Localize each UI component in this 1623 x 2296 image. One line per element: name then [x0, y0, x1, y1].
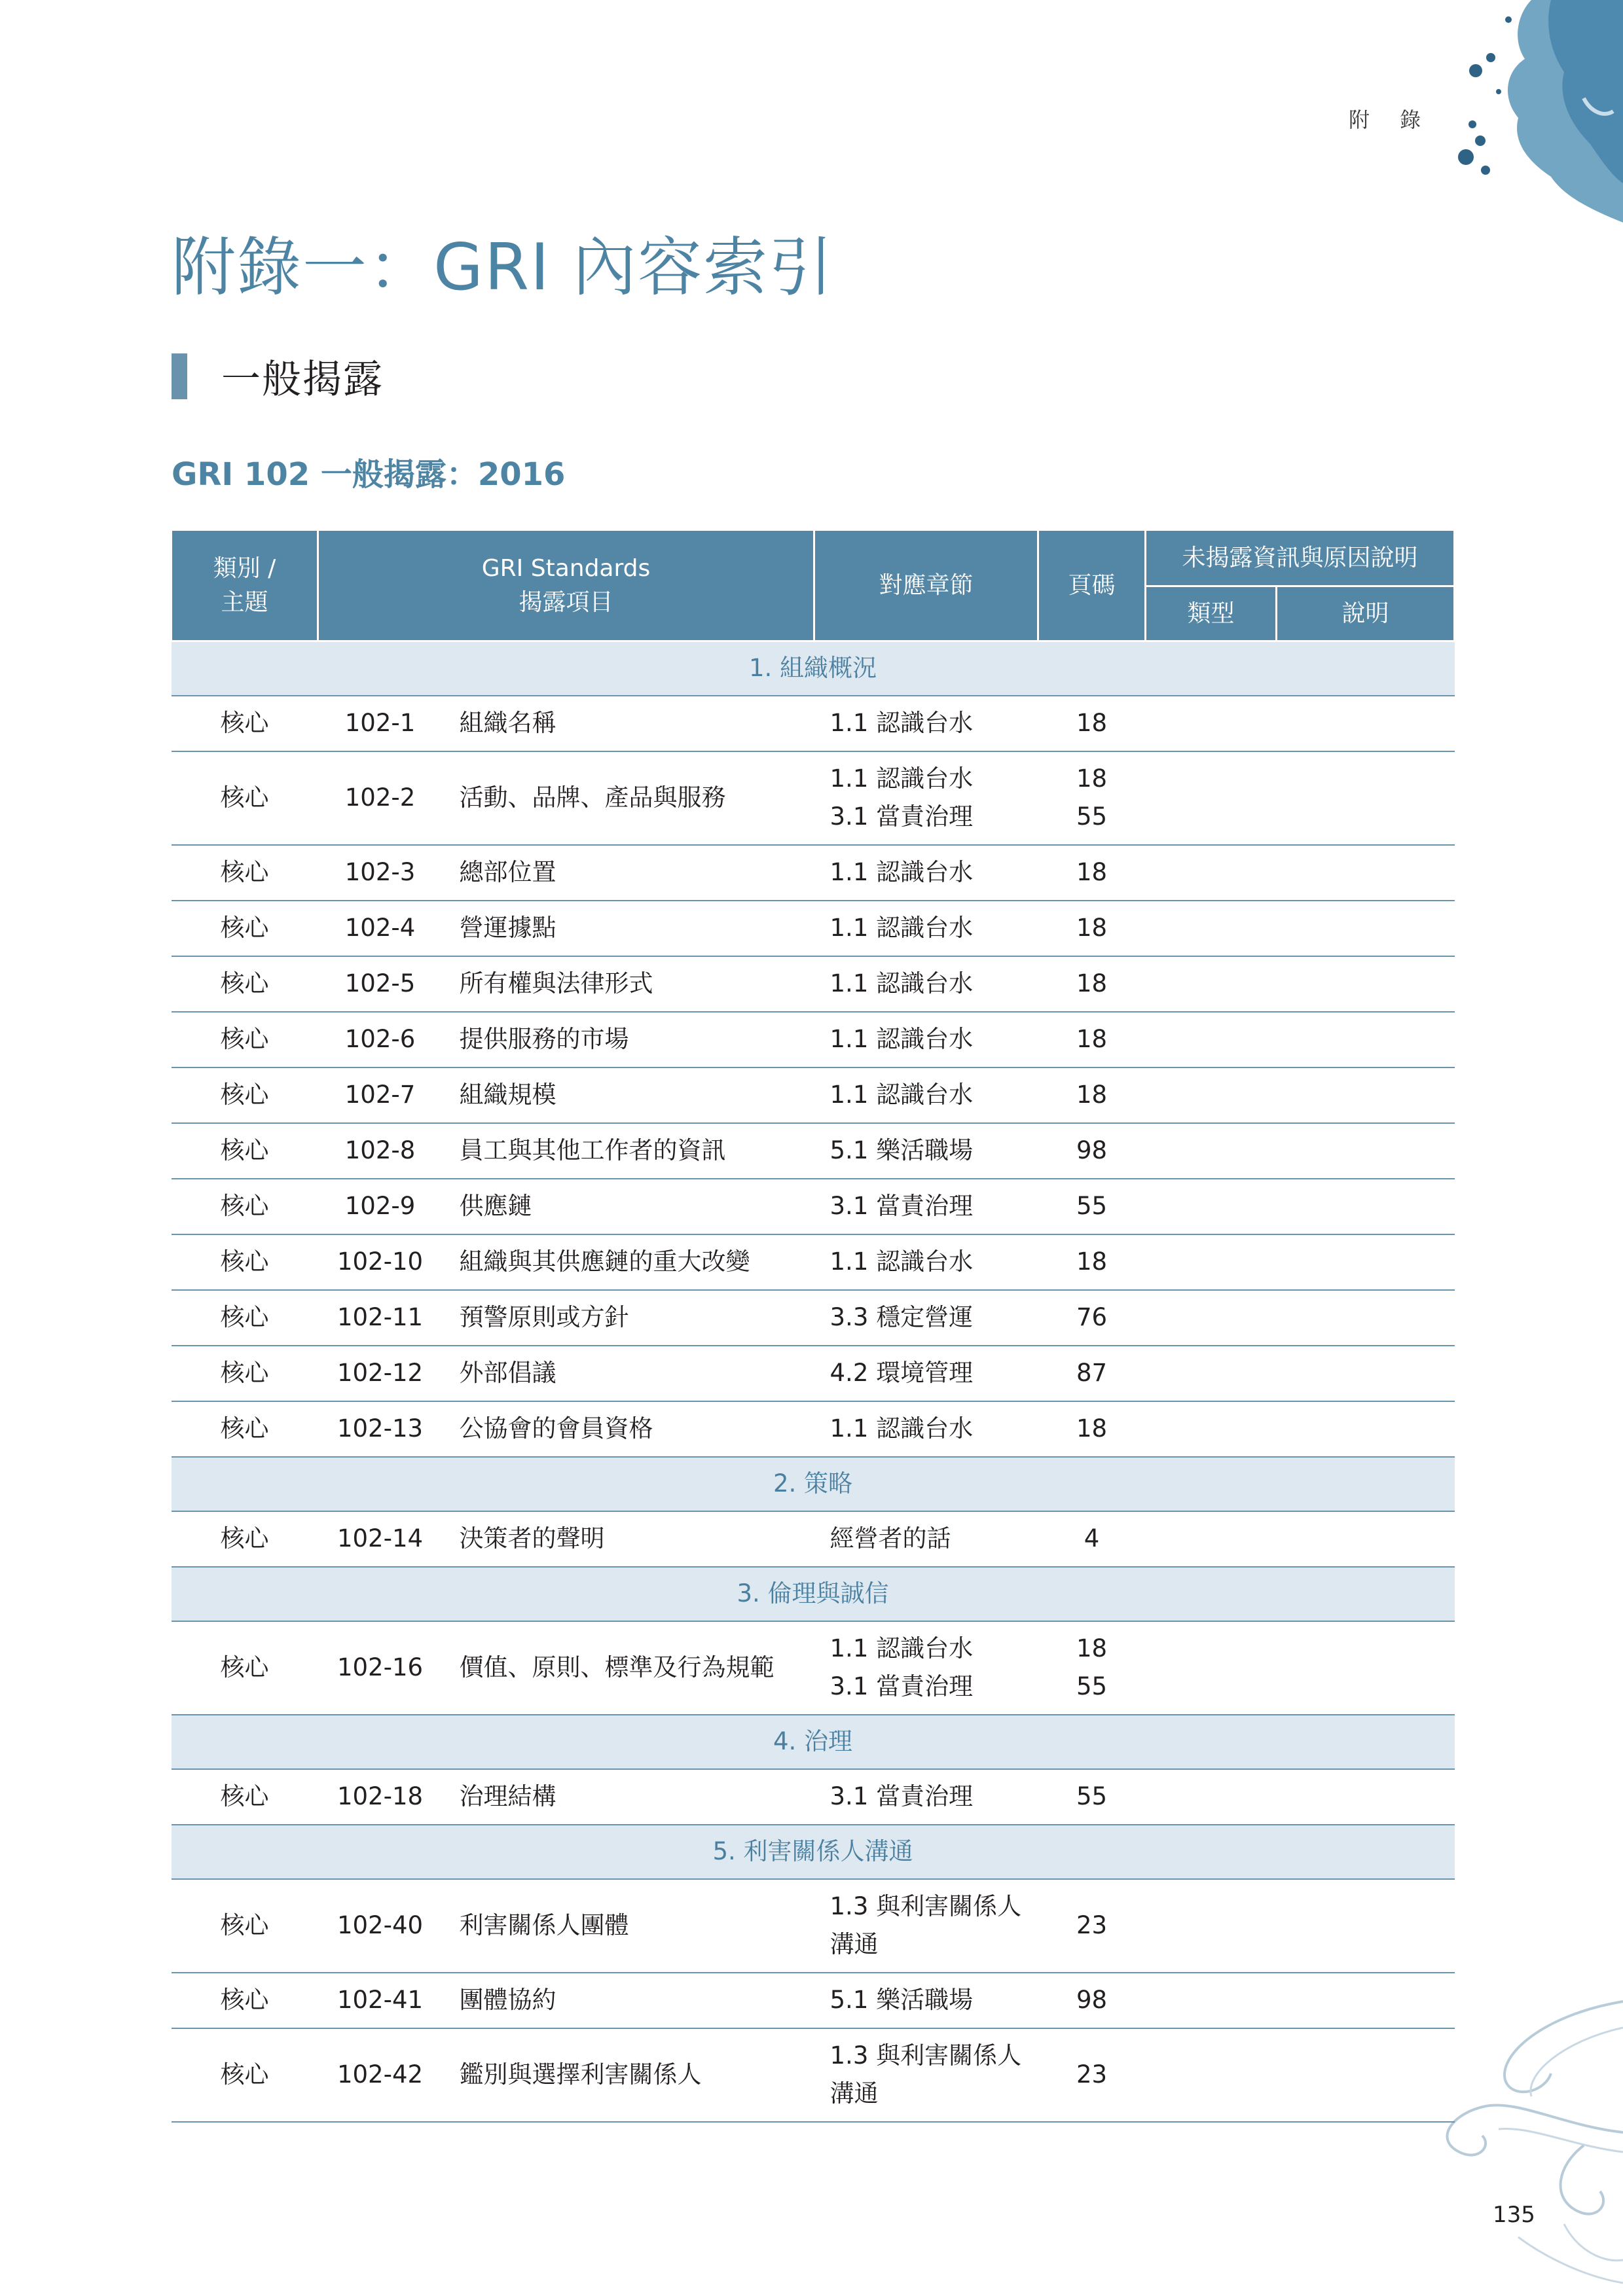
- chapter-line: 1.1 認識台水: [830, 764, 974, 793]
- category-cell: 核心: [172, 2028, 318, 2122]
- category-cell: 核心: [172, 1012, 318, 1067]
- omission-desc-cell: [1277, 1290, 1455, 1346]
- page-cell: [1038, 1973, 1146, 2028]
- chapter-line: 1.3 與利害關係人: [830, 1892, 1022, 1920]
- page-line: 18: [1076, 1634, 1108, 1662]
- category-cell: 核心: [172, 1769, 318, 1825]
- page-line: 55: [1076, 1192, 1108, 1220]
- category-title: 1. 組織概況: [172, 641, 1455, 696]
- omission-type-cell: [1146, 1179, 1277, 1234]
- chapter-cell: [814, 1973, 1038, 2028]
- page-line: 18: [1076, 1247, 1108, 1276]
- disclosure-name-cell: 員工與其他工作者的資訊: [443, 1123, 814, 1179]
- omission-desc-cell: [1277, 956, 1455, 1012]
- chapter-line: 3.1 當責治理: [830, 1672, 974, 1700]
- disclosure-name-cell: 團體協約: [443, 1973, 814, 2028]
- table-row: [172, 751, 1455, 845]
- chapter-cell: [814, 1879, 1038, 1973]
- chapter-cell: [814, 1234, 1038, 1290]
- page-number: 135: [1493, 2202, 1535, 2228]
- page-line: 18: [1076, 764, 1108, 793]
- chapter-cell: [814, 845, 1038, 901]
- section-bar: [172, 353, 187, 399]
- disclosure-code-cell: 102-14: [318, 1511, 443, 1567]
- omission-type-cell: [1146, 1234, 1277, 1290]
- chapter-cell: [814, 1012, 1038, 1067]
- disclosure-code-cell: 102-42: [318, 2028, 443, 2122]
- disclosure-code-cell: 102-12: [318, 1346, 443, 1401]
- header-standards-text: GRI Standards 揭露項目: [481, 554, 651, 616]
- disclosure-code-cell: 102-3: [318, 845, 443, 901]
- category-row: [172, 1825, 1455, 1879]
- disclosure-code-cell: 102-13: [318, 1401, 443, 1457]
- page-line: 87: [1076, 1359, 1108, 1387]
- disclosure-code-cell: 102-9: [318, 1179, 443, 1234]
- disclosure-name-cell: 組織名稱: [443, 696, 814, 751]
- category-cell: 核心: [172, 1879, 318, 1973]
- chapter-line: 3.1 當責治理: [830, 802, 974, 831]
- chapter-cell: [814, 1511, 1038, 1567]
- page-cell: [1038, 1179, 1146, 1234]
- omission-type-cell: [1146, 1973, 1277, 2028]
- page-cell: [1038, 1769, 1146, 1825]
- disclosure-code-cell: 102-4: [318, 901, 443, 956]
- category-cell: 核心: [172, 1973, 318, 2028]
- gri-content-index-table: [170, 529, 1455, 2123]
- disclosure-name-cell: 外部倡議: [443, 1346, 814, 1401]
- table-row: [172, 2028, 1455, 2122]
- disclosure-name-cell: 決策者的聲明: [443, 1511, 814, 1567]
- chapter-line: 1.1 認識台水: [830, 709, 974, 737]
- omission-type-cell: [1146, 1123, 1277, 1179]
- omission-type-cell: [1146, 1621, 1277, 1715]
- category-cell: 核心: [172, 1621, 318, 1715]
- chapter-cell: [814, 1179, 1038, 1234]
- header-standards: [318, 530, 814, 641]
- category-cell: 核心: [172, 845, 318, 901]
- chapter-line: 1.1 認識台水: [830, 1081, 974, 1109]
- header-omission: 未揭露資訊與原因說明: [1146, 530, 1455, 586]
- page-line: 98: [1076, 1136, 1108, 1164]
- table-row: [172, 1067, 1455, 1123]
- chapter-cell: [814, 1123, 1038, 1179]
- chapter-line: 1.1 認識台水: [830, 1247, 974, 1276]
- chapter-line: 1.1 認識台水: [830, 1634, 974, 1662]
- header-omission-desc: 說明: [1277, 586, 1455, 641]
- table-row: [172, 1012, 1455, 1067]
- category-title: 3. 倫理與誠信: [172, 1567, 1455, 1621]
- page-cell: [1038, 751, 1146, 845]
- page-line: 98: [1076, 1986, 1108, 2014]
- chapter-line: 1.1 認識台水: [830, 1025, 974, 1053]
- disclosure-code-cell: 102-10: [318, 1234, 443, 1290]
- omission-type-cell: [1146, 696, 1277, 751]
- page-line: 23: [1076, 2060, 1108, 2089]
- page-line: 18: [1076, 1414, 1108, 1443]
- disclosure-name-cell: 營運據點: [443, 901, 814, 956]
- omission-type-cell: [1146, 845, 1277, 901]
- header-chapter: 對應章節: [814, 530, 1038, 641]
- header-category: [172, 530, 318, 641]
- omission-type-cell: [1146, 2028, 1277, 2122]
- omission-type-cell: [1146, 1879, 1277, 1973]
- page-cell: [1038, 1621, 1146, 1715]
- omission-desc-cell: [1277, 1621, 1455, 1715]
- table-row: [172, 1511, 1455, 1567]
- page-line: 18: [1076, 709, 1108, 737]
- page-title: 附錄一：GRI 內容索引: [172, 230, 835, 305]
- omission-desc-cell: [1277, 2028, 1455, 2122]
- omission-type-cell: [1146, 1401, 1277, 1457]
- omission-desc-cell: [1277, 1879, 1455, 1973]
- omission-type-cell: [1146, 956, 1277, 1012]
- chapter-line: 溝通: [830, 1930, 879, 1958]
- omission-desc-cell: [1277, 1769, 1455, 1825]
- omission-type-cell: [1146, 1290, 1277, 1346]
- category-cell: 核心: [172, 901, 318, 956]
- disclosure-name-cell: 利害關係人團體: [443, 1879, 814, 1973]
- omission-type-cell: [1146, 751, 1277, 845]
- disclosure-name-cell: 鑑別與選擇利害關係人: [443, 2028, 814, 2122]
- header-omission-type: 類型: [1146, 586, 1277, 641]
- chapter-line: 5.1 樂活職場: [830, 1986, 974, 2014]
- chapter-line: 4.2 環境管理: [830, 1359, 974, 1387]
- disclosure-code-cell: 102-8: [318, 1123, 443, 1179]
- table-row: [172, 1123, 1455, 1179]
- disclosure-name-cell: 活動、品牌、產品與服務: [443, 751, 814, 845]
- page-line: 23: [1076, 1911, 1108, 1939]
- category-row: [172, 1567, 1455, 1621]
- table-row: [172, 696, 1455, 751]
- page-line: 18: [1076, 858, 1108, 886]
- category-cell: 核心: [172, 1123, 318, 1179]
- disclosure-name-cell: 總部位置: [443, 845, 814, 901]
- chapter-cell: [814, 1346, 1038, 1401]
- omission-desc-cell: [1277, 845, 1455, 901]
- watercolor-splash-decoration: [1453, 0, 1623, 236]
- chapter-line: 3.1 當責治理: [830, 1782, 974, 1810]
- chapter-line: 經營者的話: [830, 1524, 951, 1552]
- page-line: 55: [1076, 802, 1108, 831]
- chapter-line: 1.1 認識台水: [830, 1414, 974, 1443]
- disclosure-code-cell: 102-40: [318, 1879, 443, 1973]
- omission-type-cell: [1146, 1346, 1277, 1401]
- category-cell: 核心: [172, 1511, 318, 1567]
- omission-desc-cell: [1277, 1067, 1455, 1123]
- category-cell: 核心: [172, 1346, 318, 1401]
- omission-desc-cell: [1277, 751, 1455, 845]
- category-cell: 核心: [172, 1067, 318, 1123]
- category-title: 2. 策略: [172, 1457, 1455, 1511]
- chapter-line: 1.1 認識台水: [830, 914, 974, 942]
- omission-desc-cell: [1277, 1346, 1455, 1401]
- omission-desc-cell: [1277, 1511, 1455, 1567]
- page-line: 76: [1076, 1303, 1108, 1331]
- disclosure-code-cell: 102-6: [318, 1012, 443, 1067]
- table-row: [172, 956, 1455, 1012]
- category-cell: 核心: [172, 1401, 318, 1457]
- omission-desc-cell: [1277, 1973, 1455, 2028]
- page-line: 18: [1076, 969, 1108, 997]
- page-line: 4: [1084, 1524, 1100, 1552]
- chapter-line: 3.3 穩定營運: [830, 1303, 974, 1331]
- disclosure-code-cell: 102-5: [318, 956, 443, 1012]
- chapter-cell: [814, 1290, 1038, 1346]
- chapter-cell: [814, 956, 1038, 1012]
- page-cell: [1038, 1401, 1146, 1457]
- header-category-text: 類別 / 主題: [213, 554, 276, 616]
- disclosure-name-cell: 組織與其供應鏈的重大改變: [443, 1234, 814, 1290]
- page-cell: [1038, 696, 1146, 751]
- category-cell: 核心: [172, 1290, 318, 1346]
- page-line: 55: [1076, 1672, 1108, 1700]
- page-cell: [1038, 1012, 1146, 1067]
- disclosure-code-cell: 102-18: [318, 1769, 443, 1825]
- disclosure-code-cell: 102-7: [318, 1067, 443, 1123]
- page-cell: [1038, 1346, 1146, 1401]
- disclosure-name-cell: 預警原則或方針: [443, 1290, 814, 1346]
- section-heading-text: 一般揭露: [221, 357, 384, 403]
- page-cell: [1038, 956, 1146, 1012]
- page-line: 18: [1076, 1025, 1108, 1053]
- header-page: 頁碼: [1038, 530, 1146, 641]
- page-line: 18: [1076, 914, 1108, 942]
- table-row: [172, 1401, 1455, 1457]
- category-title: 4. 治理: [172, 1715, 1455, 1769]
- disclosure-name-cell: 所有權與法律形式: [443, 956, 814, 1012]
- category-row: [172, 1715, 1455, 1769]
- disclosure-code-cell: 102-1: [318, 696, 443, 751]
- chapter-cell: [814, 1067, 1038, 1123]
- table-row: [172, 901, 1455, 956]
- disclosure-code-cell: 102-11: [318, 1290, 443, 1346]
- chapter-cell: [814, 1621, 1038, 1715]
- page-cell: [1038, 1511, 1146, 1567]
- page-cell: [1038, 1067, 1146, 1123]
- table-row: [172, 845, 1455, 901]
- omission-desc-cell: [1277, 1401, 1455, 1457]
- disclosure-name-cell: 組織規模: [443, 1067, 814, 1123]
- chapter-cell: [814, 1769, 1038, 1825]
- page-cell: [1038, 1290, 1146, 1346]
- table-row: [172, 1346, 1455, 1401]
- category-title: 5. 利害關係人溝通: [172, 1825, 1455, 1879]
- chapter-cell: [814, 2028, 1038, 2122]
- omission-desc-cell: [1277, 1234, 1455, 1290]
- omission-type-cell: [1146, 1012, 1277, 1067]
- page-cell: [1038, 2028, 1146, 2122]
- page-line: 18: [1076, 1081, 1108, 1109]
- table-body: [172, 641, 1455, 2122]
- disclosure-name-cell: 提供服務的市場: [443, 1012, 814, 1067]
- omission-desc-cell: [1277, 1179, 1455, 1234]
- category-cell: 核心: [172, 751, 318, 845]
- section-label: 附 錄: [1349, 107, 1433, 132]
- page-cell: [1038, 1123, 1146, 1179]
- table-row: [172, 1179, 1455, 1234]
- page-line: 55: [1076, 1782, 1108, 1810]
- chapter-line: 溝通: [830, 2079, 879, 2108]
- chapter-cell: [814, 1401, 1038, 1457]
- category-row: [172, 641, 1455, 696]
- page-cell: [1038, 1234, 1146, 1290]
- omission-desc-cell: [1277, 1012, 1455, 1067]
- omission-desc-cell: [1277, 1123, 1455, 1179]
- page-cell: [1038, 1879, 1146, 1973]
- chapter-cell: [814, 696, 1038, 751]
- disclosure-code-cell: 102-16: [318, 1621, 443, 1715]
- omission-type-cell: [1146, 1769, 1277, 1825]
- table-row: [172, 1879, 1455, 1973]
- page-cell: [1038, 901, 1146, 956]
- chapter-line: 1.1 認識台水: [830, 858, 974, 886]
- category-row: [172, 1457, 1455, 1511]
- chapter-line: 3.1 當責治理: [830, 1192, 974, 1220]
- table-row: [172, 1234, 1455, 1290]
- category-cell: 核心: [172, 1179, 318, 1234]
- disclosure-code-cell: 102-2: [318, 751, 443, 845]
- omission-desc-cell: [1277, 696, 1455, 751]
- disclosure-name-cell: 治理結構: [443, 1769, 814, 1825]
- page-cell: [1038, 845, 1146, 901]
- chapter-line: 5.1 樂活職場: [830, 1136, 974, 1164]
- section-heading: [172, 353, 384, 403]
- omission-type-cell: [1146, 1511, 1277, 1567]
- category-cell: 核心: [172, 956, 318, 1012]
- chapter-line: 1.1 認識台水: [830, 969, 974, 997]
- chapter-cell: [814, 901, 1038, 956]
- disclosure-code-cell: 102-41: [318, 1973, 443, 2028]
- omission-desc-cell: [1277, 901, 1455, 956]
- subtitle: GRI 102 一般揭露：2016: [172, 456, 566, 493]
- disclosure-name-cell: 公協會的會員資格: [443, 1401, 814, 1457]
- table-row: [172, 1621, 1455, 1715]
- table-row: [172, 1290, 1455, 1346]
- chapter-line: 1.3 與利害關係人: [830, 2041, 1022, 2070]
- disclosure-name-cell: 價值、原則、標準及行為規範: [443, 1621, 814, 1715]
- omission-type-cell: [1146, 1067, 1277, 1123]
- chapter-cell: [814, 751, 1038, 845]
- table-row: [172, 1973, 1455, 2028]
- table-row: [172, 1769, 1455, 1825]
- category-cell: 核心: [172, 696, 318, 751]
- category-cell: 核心: [172, 1234, 318, 1290]
- disclosure-name-cell: 供應鏈: [443, 1179, 814, 1234]
- omission-type-cell: [1146, 901, 1277, 956]
